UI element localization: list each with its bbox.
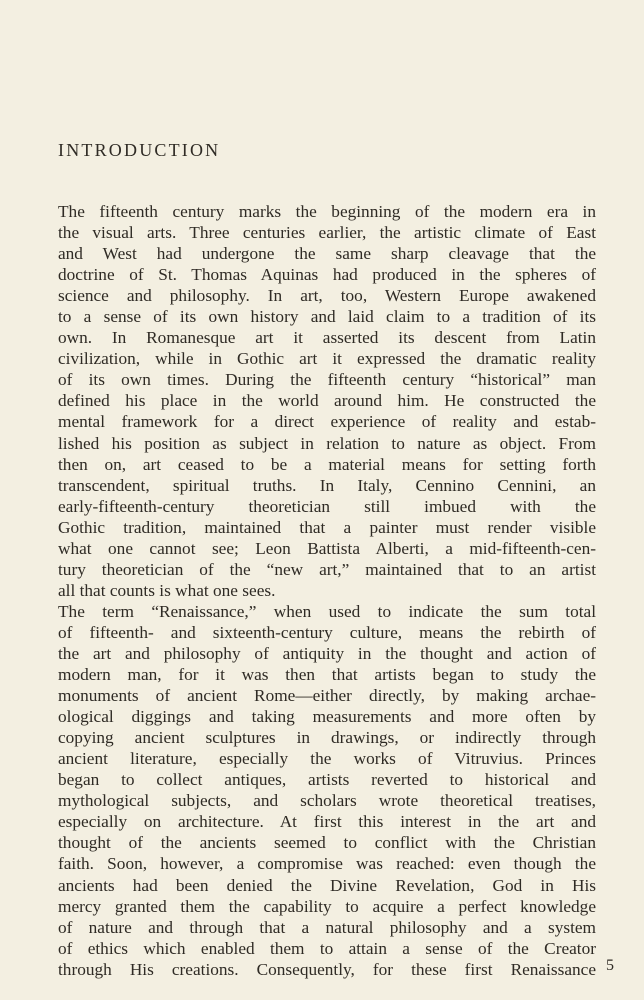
text-line: transcendent, spiritual truths. In Italy, Cennino Cennini, an — [58, 475, 596, 495]
text-line: what one cannot see; Leon Battista Alberti, a mid-fifteenth-cen- — [58, 538, 596, 558]
text-line: especially on architecture. At first this interest in the art and — [58, 812, 596, 832]
text-line: to a sense of its own history and laid claim to a tradition of its — [58, 307, 596, 327]
text-line: all that counts is what one sees. — [58, 580, 276, 600]
text-line: science and philosophy. In art, too, Western Europe awakened — [58, 286, 596, 306]
text-line: Gothic tradition, maintained that a painter must render visible — [58, 517, 596, 537]
paragraph-1 — [58, 201, 596, 601]
text-line: ancients had been denied the Divine Revelation, God in His — [58, 875, 596, 895]
text-line: mercy granted them the capability to acquire a perfect knowledge — [58, 896, 596, 916]
text-line: faith. Soon, however, a compromise was reached: even though the — [58, 854, 596, 874]
text-line: modern man, for it was then that artists began to study the — [58, 665, 596, 685]
text-line: doctrine of St. Thomas Aquinas had produced in the spheres of — [58, 265, 596, 285]
text-line: the visual arts. Three centuries earlier, the artistic climate of East — [58, 223, 596, 243]
text-line: of nature and through that a natural philosophy and a system — [58, 917, 596, 937]
text-line: ancient literature, especially the works of Vitruvius. Princes — [58, 749, 596, 769]
text-line: early-fifteenth-century theoretician still imbued with the — [58, 496, 596, 516]
text-line: The fifteenth century marks the beginning of the modern era in — [58, 202, 596, 221]
body-text — [58, 201, 596, 980]
text-line: the art and philosophy of antiquity in the thought and action of — [58, 643, 596, 663]
chapter-heading: INTRODUCTION — [58, 140, 221, 160]
text-line: own. In Romanesque art it asserted its descent from Latin — [58, 328, 596, 348]
text-line: of ethics which enabled them to attain a sense of the Creator — [58, 938, 596, 958]
text-line: civilization, while in Gothic art it expressed the dramatic reality — [58, 349, 596, 369]
text-line: ological diggings and taking measurements and more often by — [58, 707, 596, 727]
page-number: 5 — [606, 957, 614, 974]
text-line: tury theoretician of the “new art,” maintained that to an artist — [58, 559, 596, 579]
text-line: mental framework for a direct experience of reality and estab- — [58, 412, 596, 432]
text-line: thought of the ancients seemed to conflict with the Christian — [58, 833, 596, 853]
text-line: through His creations. Consequently, for these first Renaissance — [58, 959, 596, 979]
text-line: then on, art ceased to be a material means for setting forth — [58, 454, 596, 474]
paragraph-2 — [58, 601, 596, 980]
text-line: mythological subjects, and scholars wrote theoretical treatises, — [58, 791, 596, 811]
text-line: began to collect antiques, artists reverted to historical and — [58, 770, 596, 790]
text-line: The term “Renaissance,” when used to indicate the sum total — [58, 601, 596, 621]
text-line: copying ancient sculptures in drawings, or indirectly through — [58, 728, 596, 748]
text-line: and West had undergone the same sharp cleavage that the — [58, 244, 596, 264]
text-line: defined his place in the world around him. He constructed the — [58, 391, 596, 411]
text-line: of fifteenth- and sixteenth-century culture, means the rebirth of — [58, 622, 596, 642]
text-line: monuments of ancient Rome—either directly, by making archae- — [58, 686, 596, 706]
text-line: lished his position as subject in relation to nature as object. From — [58, 433, 596, 453]
text-line: of its own times. During the fifteenth century “historical” man — [58, 370, 596, 390]
